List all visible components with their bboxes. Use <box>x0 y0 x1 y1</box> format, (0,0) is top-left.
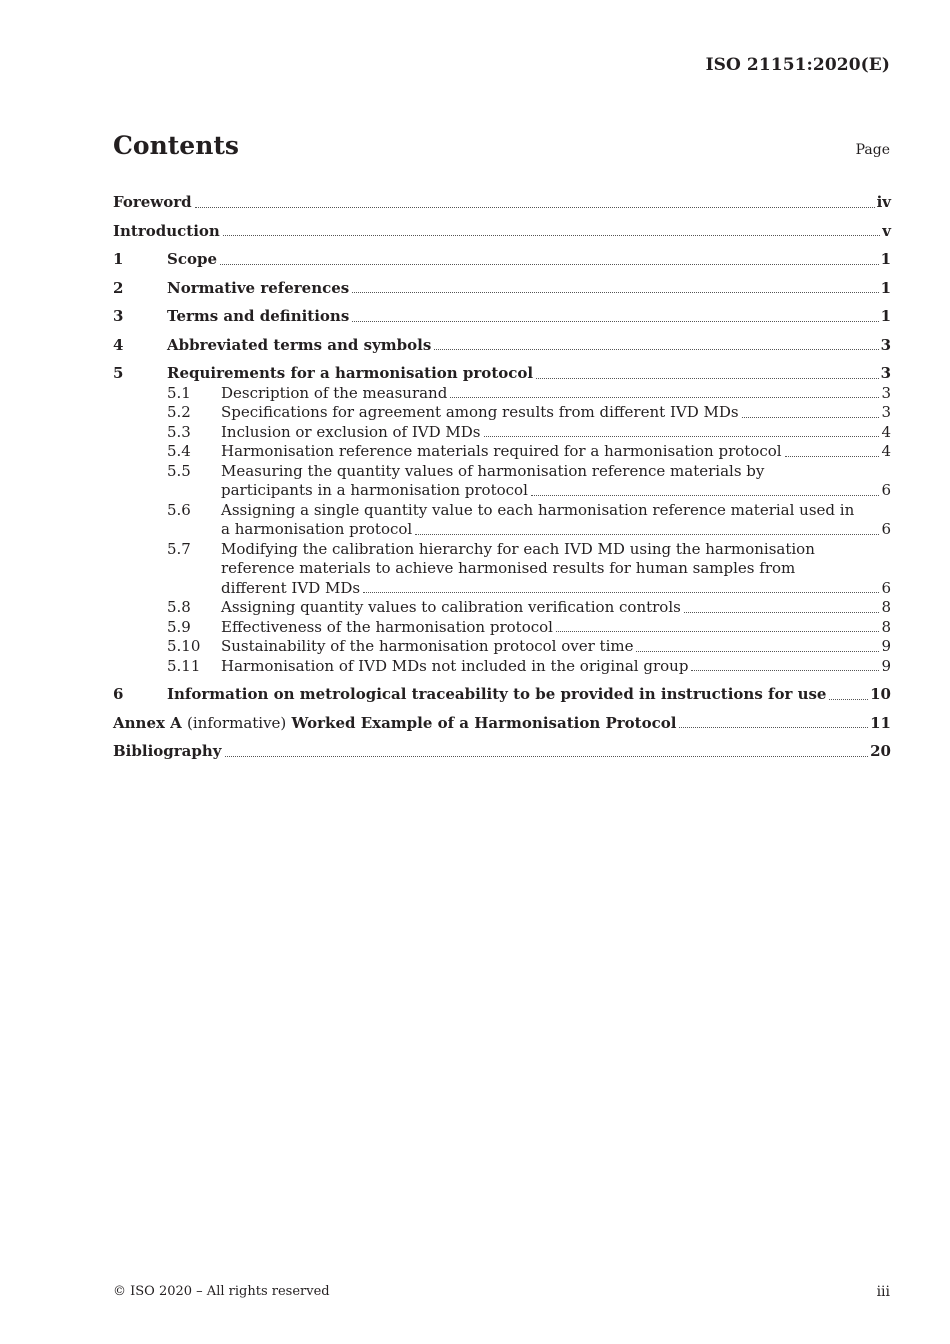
toc-entry-title: Terms and definitions <box>167 307 350 325</box>
dot-leader <box>536 378 878 379</box>
toc-entry-page: 3 <box>880 364 891 382</box>
annex-qualifier: (informative) <box>187 713 287 732</box>
toc-entry-title-line: a harmonisation protocol <box>221 520 413 538</box>
toc-entry-number: 5.10 <box>167 637 201 655</box>
toc-entry-title: Normative references <box>167 278 350 297</box>
toc-entry-foreword[interactable] <box>113 184 891 213</box>
toc-entry-page: 6 <box>881 520 891 538</box>
page-number: iii <box>876 1284 890 1300</box>
toc-entry-page: 3 <box>881 383 891 402</box>
dot-leader <box>195 207 875 208</box>
toc-entry-page: 1 <box>880 278 891 297</box>
toc-entry-1[interactable] <box>113 241 891 270</box>
document-id: ISO 21151:2020(E) <box>705 55 890 75</box>
dot-leader <box>450 397 879 398</box>
dot-leader <box>742 417 880 418</box>
toc-entry-number: 5.11 <box>167 656 201 675</box>
toc-entry-title: Specifications for agreement among results from different IVD MDs <box>221 403 739 421</box>
toc-entry-page: 4 <box>881 442 891 460</box>
toc-entry-5-6[interactable] <box>113 501 891 540</box>
dot-leader <box>531 495 880 496</box>
toc-entry-page: 9 <box>881 656 891 675</box>
toc-entry-title: Sustainability of the harmonisation protocol over time <box>221 637 634 655</box>
toc-entry-number: 5.9 <box>167 617 191 636</box>
page-title: Contents <box>113 131 240 160</box>
toc-entry-introduction[interactable] <box>113 213 891 242</box>
toc-entry-3[interactable] <box>113 298 891 327</box>
toc-entry-title: Inclusion or exclusion of IVD MDs <box>221 422 481 441</box>
dot-leader <box>352 321 878 322</box>
toc-entry-title <box>113 714 676 734</box>
toc-entry-5-2[interactable] <box>113 403 891 423</box>
toc-entry-page: 9 <box>881 637 891 655</box>
toc-entry-page: 6 <box>881 481 891 499</box>
toc-entry-5-7[interactable] <box>113 540 891 599</box>
dot-leader <box>484 436 880 437</box>
toc-entry-page: 3 <box>881 403 891 421</box>
toc-entry-page: 6 <box>881 578 891 597</box>
toc-entry-title: Bibliography <box>113 742 222 760</box>
toc-entry-title: Information on metrological traceability to be provided in instructions for use <box>167 685 827 703</box>
toc-entry-number: 5.1 <box>167 383 191 402</box>
toc-entry-title-last-line <box>221 481 891 501</box>
toc-entry-number: 5.3 <box>167 422 191 441</box>
toc-entry-number: 5.5 <box>167 461 191 480</box>
toc-entry-page: 4 <box>881 422 891 441</box>
toc-entry-page: v <box>882 221 891 240</box>
annex-title: Worked Example of a Harmonisation Protocol <box>291 713 677 732</box>
toc-entry-number: 5 <box>113 364 124 382</box>
dot-leader <box>684 612 880 613</box>
toc-entry-number: 2 <box>113 278 124 297</box>
toc-entry-page: 10 <box>870 685 891 703</box>
dot-leader <box>434 349 878 350</box>
toc-entry-number: 1 <box>113 250 124 268</box>
toc-entry-page: 1 <box>880 250 891 268</box>
dot-leader <box>225 756 869 757</box>
toc-entry-page: 8 <box>881 598 891 616</box>
toc-entry-title-line: Measuring the quantity values of harmonisation reference materials by <box>221 461 765 480</box>
toc-entry-title: Scope <box>167 250 218 268</box>
toc-entry-title <box>221 462 891 501</box>
dot-leader <box>223 235 880 236</box>
toc-entry-title-last-line <box>221 520 891 540</box>
page-column-label: Page <box>855 142 890 158</box>
toc-entry-title-line: participants in a harmonisation protocol <box>221 481 528 499</box>
toc-entry-title <box>221 540 891 599</box>
toc-entry-title: Abbreviated terms and symbols <box>167 335 432 354</box>
toc-entry-number: 6 <box>113 685 124 703</box>
toc-entry-5[interactable] <box>113 355 891 384</box>
toc-entry-title: Description of the measurand <box>221 383 448 402</box>
dot-leader <box>829 699 868 700</box>
toc-entry-title: Foreword <box>113 193 192 211</box>
toc-entry-5-8[interactable] <box>113 598 891 618</box>
annex-prefix: Annex A <box>113 713 182 732</box>
toc-entry-page: 1 <box>880 307 891 325</box>
toc-entry-bibliography[interactable] <box>113 733 891 762</box>
toc-entry-number: 4 <box>113 335 124 354</box>
dot-leader <box>636 651 879 652</box>
toc-entry-title: Harmonisation of IVD MDs not included in the original group <box>221 656 689 675</box>
toc-entry-title: Introduction <box>113 221 220 240</box>
dot-leader <box>415 534 879 535</box>
toc-entry-5-10[interactable] <box>113 637 891 657</box>
toc-entry-5-1[interactable] <box>113 384 891 404</box>
toc-entry-5-9[interactable] <box>113 618 891 638</box>
toc-entry-page: 8 <box>881 617 891 636</box>
toc-entry-annex-a[interactable] <box>113 705 891 734</box>
toc-entry-5-5[interactable] <box>113 462 891 501</box>
toc-entry-5-11[interactable] <box>113 657 891 677</box>
dot-leader <box>691 670 879 671</box>
dot-leader <box>363 592 879 593</box>
dot-leader <box>785 456 880 457</box>
toc-entry-5-3[interactable] <box>113 423 891 443</box>
toc-entry-number: 5.4 <box>167 442 191 460</box>
dot-leader <box>679 727 868 728</box>
toc-entry-title: Effectiveness of the harmonisation protocol <box>221 617 553 636</box>
toc-entry-number: 5.8 <box>167 598 191 616</box>
toc-entry-6[interactable] <box>113 676 891 705</box>
toc-entry-title-last-line <box>221 579 891 599</box>
toc-entry-number: 5.2 <box>167 403 191 421</box>
toc-entry-title <box>221 501 891 540</box>
toc-entry-title-line: different IVD MDs <box>221 578 361 597</box>
toc-entry-title-line: reference materials to achieve harmonised results for human samples from <box>221 559 796 577</box>
toc-entry-number: 3 <box>113 307 124 325</box>
toc-entry-page: iv <box>876 193 891 211</box>
toc-entry-title-line: Modifying the calibration hierarchy for each IVD MD using the harmonisation <box>221 539 815 558</box>
dot-leader <box>556 631 880 632</box>
table-of-contents <box>113 184 891 762</box>
toc-entry-title: Requirements for a harmonisation protocol <box>167 364 534 382</box>
toc-entry-page: 20 <box>870 742 891 760</box>
toc-entry-2[interactable] <box>113 270 891 299</box>
toc-entry-5-4[interactable] <box>113 442 891 462</box>
dot-leader <box>352 292 878 293</box>
toc-entry-title-line: Assigning a single quantity value to each harmonisation reference material used in <box>221 500 855 519</box>
dot-leader <box>220 264 879 265</box>
toc-entry-title: Assigning quantity values to calibration verification controls <box>221 598 681 616</box>
toc-entry-page: 11 <box>870 713 891 732</box>
toc-entry-page: 3 <box>880 335 891 354</box>
toc-entry-4[interactable] <box>113 327 891 356</box>
toc-entry-number: 5.7 <box>167 539 191 558</box>
copyright-notice: © ISO 2020 – All rights reserved <box>113 1284 330 1299</box>
toc-entry-number: 5.6 <box>167 500 191 519</box>
toc-entry-title: Harmonisation reference materials required for a harmonisation protocol <box>221 442 782 460</box>
